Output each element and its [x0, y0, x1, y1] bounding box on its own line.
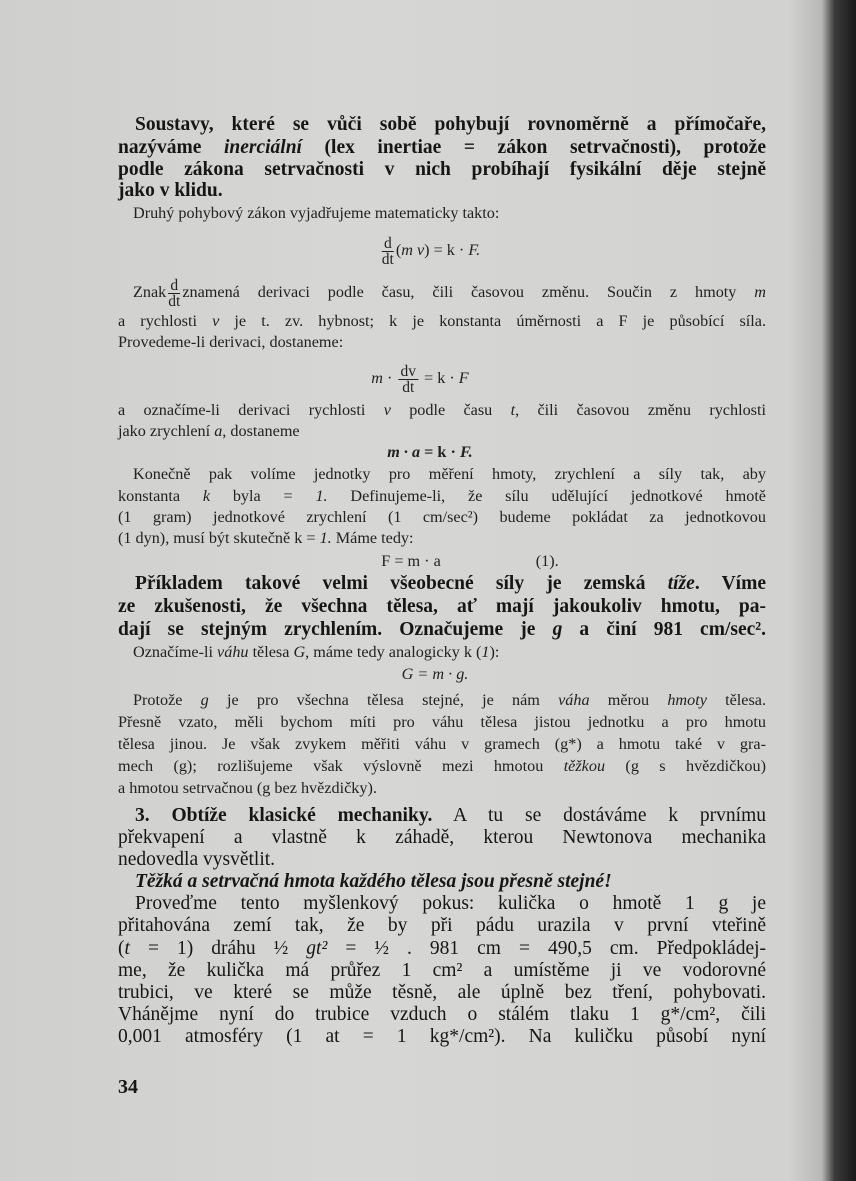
text-segment: Máme tedy:	[331, 529, 414, 547]
text-segment: trubici, ve které se může těsně, ale úplně bez tření, pohybovati.	[118, 982, 766, 1003]
text-segment: Definujeme-li, že sílu udělující jednotkové hmotě	[327, 487, 766, 505]
text-segment: Vhánějme nyní do trubice vzduch o stálém tlaku 1 g*/cm², čili	[118, 1004, 766, 1025]
fraction-numerator: dv	[400, 363, 416, 380]
text-segment: tělesa	[248, 643, 294, 661]
text-segment: ):	[489, 643, 500, 661]
text-line	[118, 331, 766, 353]
text-line	[135, 114, 766, 136]
text-segment: (g s hvězdičkou)	[605, 757, 766, 775]
text-segment: 0,001 atmosféry (1 at = 1 kg*/cm²). Na kuličku působí nyní	[118, 1026, 766, 1047]
text-segment: F.	[468, 241, 481, 260]
text-line	[133, 463, 766, 485]
text-line	[118, 159, 766, 181]
text-line	[118, 777, 766, 799]
text-segment: (lex inertiae = zákon setrvačnosti), protože	[301, 137, 766, 158]
text-segment: g	[200, 691, 209, 709]
fraction	[382, 236, 394, 267]
text-segment: F.	[459, 443, 473, 461]
text-segment: G = m · g.	[401, 665, 469, 683]
text-line	[118, 960, 766, 982]
text-segment: nedovedla vysvětlit.	[118, 849, 276, 870]
text-segment: , dostaneme	[222, 422, 300, 440]
text-segment: Druhý pohybový zákon vyjadřujeme matematicky takto:	[133, 204, 500, 222]
text-segment: nazýváme	[118, 137, 224, 158]
text-segment: Příkladem takové velmi všeobecné síly je zemská	[135, 573, 668, 594]
text-segment: Soustavy, které se vůči sobě pohybují rovnoměrně a přímočaře,	[135, 114, 766, 135]
text-line	[135, 893, 766, 915]
text-segment: Provedeme-li derivaci, dostaneme:	[118, 333, 344, 351]
text-segment: (1 dyn), musí být skutečně k =	[118, 529, 320, 547]
page-number: 34	[118, 1076, 138, 1098]
text-line	[118, 137, 766, 159]
text-segment: Přesně vzato, měli bychom míti pro váhu tělesa jistou jednotku a pro hmotu	[118, 713, 766, 731]
text-line	[118, 420, 766, 442]
fraction-numerator: d	[383, 235, 392, 252]
text-segment: (1).	[535, 552, 559, 570]
text-segment: me, že kulička má průřez 1 cm² a umístěme ji ve vodorovné	[118, 960, 766, 981]
text-segment: = ½ . 981 cm = 490,5 cm. Předpokládej-	[327, 938, 767, 959]
text-segment: , máme tedy analogicky k (	[305, 643, 482, 661]
text-segment: váha	[558, 691, 590, 709]
text-segment: v	[212, 312, 220, 330]
text-segment: hmoty	[667, 691, 707, 709]
text-segment: k	[202, 487, 211, 505]
text-line	[133, 202, 766, 224]
fraction-denominator: dt	[168, 293, 181, 310]
text-segment: dají se stejným zrychlením. Označujeme je	[118, 619, 553, 640]
text-line	[118, 1004, 766, 1026]
section-heading: 3. Obtíže klasické mechaniky.	[135, 805, 433, 826]
text-line	[135, 573, 766, 595]
text-segment: G	[293, 643, 306, 661]
text-segment: ·	[383, 369, 397, 388]
text-line	[118, 310, 766, 332]
text-segment: . Víme	[694, 573, 766, 594]
text-segment: a rychlosti	[118, 312, 213, 330]
text-segment: měrou	[589, 691, 668, 709]
text-segment: A tu se dostáváme k prvnímu	[432, 805, 766, 826]
fraction-denominator: dt	[381, 251, 394, 268]
text-segment: m · a	[387, 443, 421, 461]
text-segment: F = m · a	[381, 552, 441, 570]
text-segment: F	[458, 369, 469, 388]
text-segment: je t. zv. hybnost; k je konstanta úměrnosti a F je působící síla.	[219, 312, 766, 330]
text-line	[118, 527, 766, 549]
fraction-numerator: d	[170, 277, 179, 294]
text-line	[118, 596, 766, 618]
text-segment: m	[754, 283, 766, 302]
text-line	[118, 619, 766, 641]
text-segment: je pro všechna tělesa stejné, je nám	[208, 691, 559, 709]
text-segment: jako zrychlení	[118, 422, 215, 440]
text-line	[135, 871, 766, 893]
text-segment: inerciální	[223, 137, 302, 158]
text-segment: 1.	[319, 529, 332, 547]
equation	[381, 550, 558, 572]
text-line	[118, 755, 766, 777]
equation	[371, 363, 469, 396]
fraction	[398, 364, 418, 395]
text-line	[118, 733, 766, 755]
text-segment: znamená derivaci podle času, čili časovou změnu. Součin z hmoty	[182, 283, 755, 302]
text-segment: mech (g); rozlišujeme však výslovně mezi hmotou	[118, 757, 564, 775]
text-segment: = k ·	[420, 443, 460, 461]
text-segment: překvapení a vlastně k záhadě, kterou Newtonova mechanika	[118, 827, 766, 848]
text-segment: a činí 981 cm/sec².	[562, 619, 766, 640]
text-segment: tělesa jinou. Je však zvykem měřiti váhu v gramech (g*) a hmotu také v gra-	[118, 735, 766, 753]
text-segment: a označíme-li derivaci rychlosti	[118, 401, 384, 419]
text-segment: t	[124, 938, 130, 959]
text-line	[118, 1026, 766, 1048]
text-line	[118, 849, 766, 871]
text-segment: tělesa.	[706, 691, 766, 709]
text-segment: Konečně pak volíme jednotky pro měření hmoty, zrychlení a síly tak, aby	[133, 465, 766, 483]
text-segment: m v	[401, 241, 425, 260]
text-segment: (	[118, 938, 125, 959]
text-segment: ze zkušenosti, že všechna tělesa, ať mají jakoukoliv hmotu, pa-	[118, 596, 766, 617]
text-line	[135, 805, 766, 827]
text-segment: Označíme-li	[133, 643, 218, 661]
text-line	[118, 827, 766, 849]
text-segment: (	[395, 241, 402, 260]
fraction	[168, 278, 180, 309]
text-segment: 1.	[315, 487, 328, 505]
text-line	[118, 506, 766, 528]
text-segment: Proveďme tento myšlenkový pokus: kulička o hmotě 1 g je	[135, 893, 766, 914]
text-line	[118, 180, 766, 202]
text-segment: a hmotou setrvačnou (g bez hvězdičky).	[118, 779, 377, 797]
text-segment: podle zákona setrvačnosti v nich probíhají fysikální děje stejně	[118, 159, 766, 180]
text-segment: Znak	[133, 283, 167, 302]
text-segment: m	[371, 369, 384, 388]
text-line	[118, 982, 766, 1004]
text-line	[118, 915, 766, 937]
text-segment: g	[552, 619, 563, 640]
text-line	[118, 938, 766, 960]
text-segment: (1 gram) jednotkové zrychlení (1 cm/sec²) budeme pokládat za jednotkovou	[118, 508, 766, 526]
text-segment: byla =	[210, 487, 316, 505]
text-segment: konstanta	[118, 487, 203, 505]
equation	[380, 235, 481, 268]
text-line	[133, 689, 766, 711]
text-segment: gt²	[306, 938, 328, 959]
text-segment: přitahována zemí tak, že by při pádu urazila v první vteřině	[118, 915, 766, 936]
text-segment: = k ·	[419, 369, 459, 388]
text-line	[118, 485, 766, 507]
text-segment: Těžká a setrvačná hmota každého tělesa jsou přesně stejné!	[135, 871, 612, 892]
text-segment: v	[383, 401, 391, 419]
text-segment: váhu	[217, 643, 249, 661]
text-line	[133, 641, 766, 663]
equation	[402, 663, 469, 685]
text-segment: a	[214, 422, 223, 440]
text-segment: podle času	[390, 401, 511, 419]
text-segment: těžkou	[563, 757, 606, 775]
fraction-denominator: dt	[402, 379, 415, 396]
text-segment: ) = k ·	[424, 241, 469, 260]
text-segment: Protože	[133, 691, 201, 709]
text-line	[118, 711, 766, 733]
text-segment: jako v klidu.	[118, 180, 223, 201]
text-segment: = 1) dráhu ½	[129, 938, 307, 959]
text-segment: tíže	[667, 573, 695, 594]
equation	[387, 441, 472, 463]
text-line	[133, 277, 766, 310]
text-segment: t	[510, 401, 516, 419]
text-line	[118, 399, 766, 421]
text-segment: , čili časovou změnu rychlosti	[515, 401, 766, 419]
text-segment: 1	[481, 643, 490, 661]
